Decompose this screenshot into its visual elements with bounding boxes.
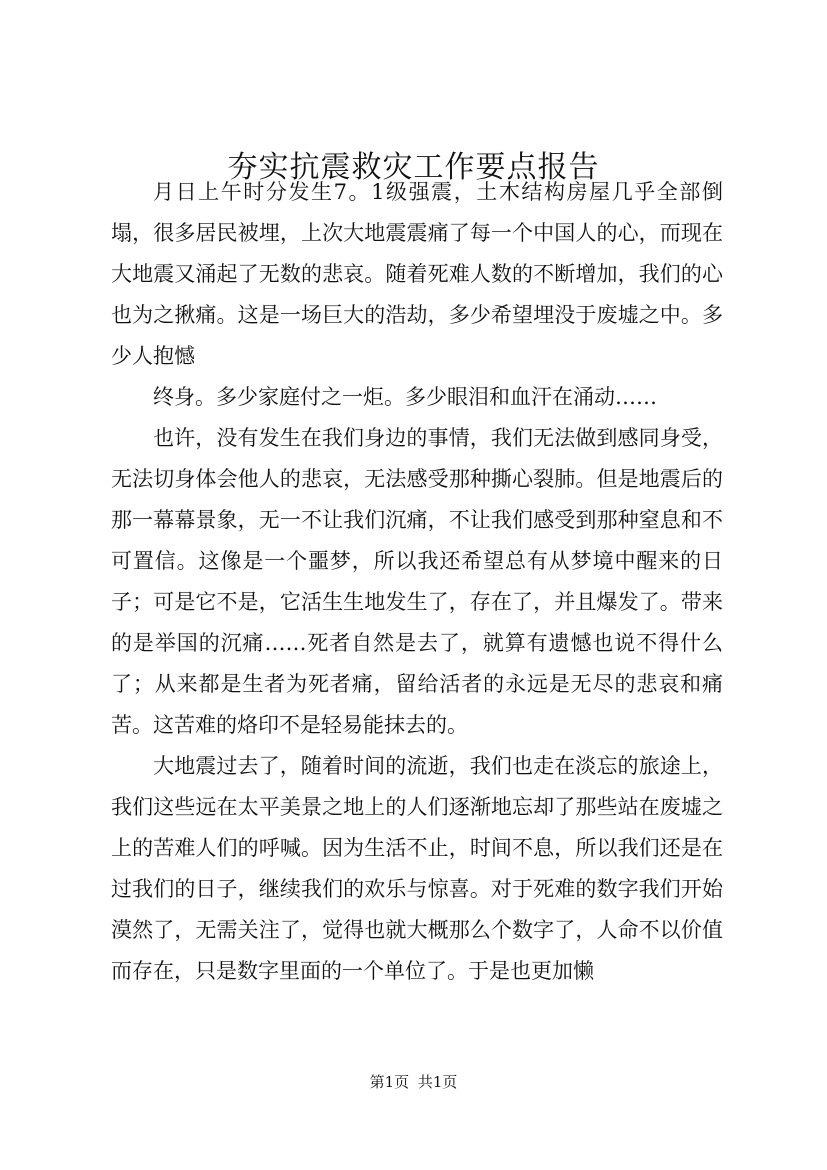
paragraph: 大地震过去了，随着时间的流逝，我们也走在淡忘的旅途上，我们这些远在太平美景之地上的人们逐渐地忘却了那些站在废墟之上的苦难人们的呼喊。因为生活不止，时间不息，所以我们还是在过我们的日子，继续我们的欢乐与惊喜。对于死难的数字我们开始漠然了，无需关注了，觉得也就大概那么个数字了，人命不以价值而存在，只是数字里面的一个单位了。于是也更加懒 [111, 754, 723, 983]
page-footer [0, 1072, 827, 1092]
paragraph: 终身。多少家庭付之一炬。多少眼泪和血汗在涌动…… [153, 385, 657, 409]
document-body [111, 172, 723, 992]
page-total: 共1页 [417, 1073, 458, 1091]
document-title: 夯实抗震救灾工作要点报告 [227, 150, 600, 185]
page-number: 第1页 [369, 1073, 410, 1091]
paragraph: 月日上午时分发生7。1级强震，土木结构房屋几乎全部倒塌，很多居民被埋，上次大地震震痛了每一个中国人的心，而现在大地震又涌起了无数的悲哀。随着死难人数的不断增加，我们的心也为之揪痛。这是一场巨大的浩劫，多少希望埋没于废墟之中。多少人抱憾 [111, 180, 723, 368]
paragraph: 也许，没有发生在我们身边的事情，我们无法做到感同身受，无法切身体会他人的悲哀，无法感受那种撕心裂肺。但是地震后的那一幕幕景象，无一不让我们沉痛，不让我们感受到那种窒息和不可置信。这像是一个噩梦，所以我还希望总有从梦境中醒来的日子；可是它不是，它活生生地发生了，存在了，并且爆发了。带来的是举国的沉痛……死者自然是去了，就算有遗憾也说不得什么了；从来都是生者为死者痛，留给活者的永远是无尽的悲哀和痛苦。这苦难的烙印不是轻易能抹去的。 [111, 426, 723, 737]
